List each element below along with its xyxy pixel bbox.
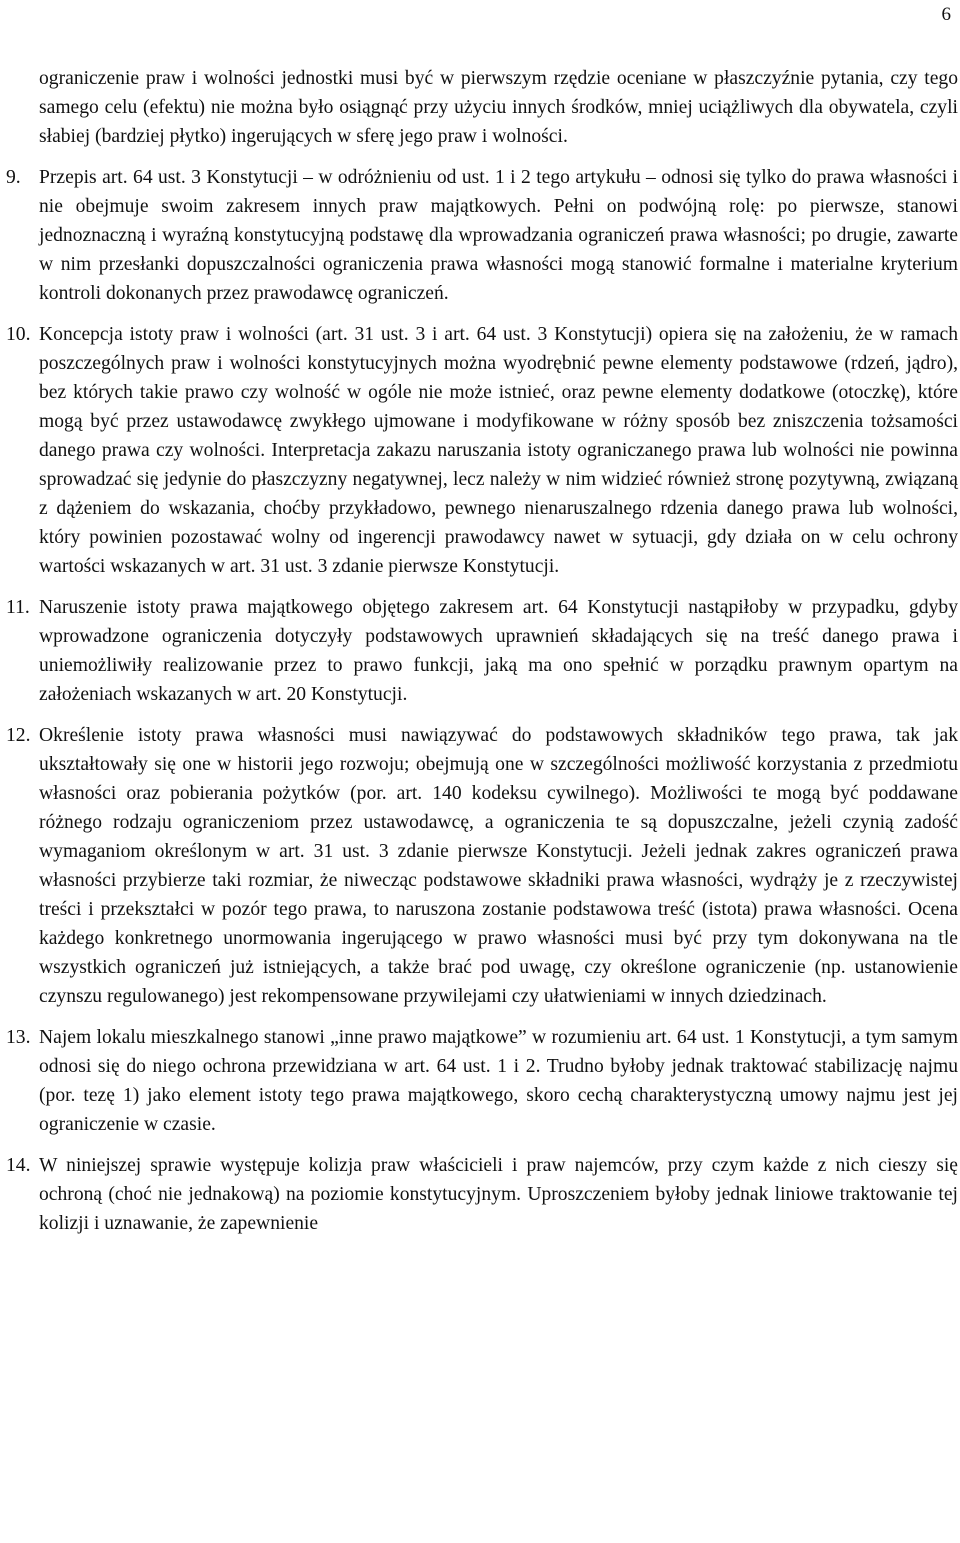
page-number: 6 [941, 4, 951, 25]
thesis-number: 13. [6, 1027, 31, 1048]
thesis-number: 10. [6, 324, 31, 345]
thesis-14 [6, 1151, 958, 1238]
paragraph-text: Najem lokalu mieszkalnego stanowi „inne prawo majątkowe” w rozumieniu art. 64 ust. 1 Konstytucji, a tym samym odnosi się do niego ochrona przewidziana w art. 64 ust. 1 i 2. Trudno byłoby jednak traktować stabilizację najmu (por. tezę 1) jako element istoty tego prawa majątkowego, skoro cechą charakterystyczną umowy najmu jest jej ograniczenie w czasie. [39, 1027, 958, 1135]
paragraph-text: Naruszenie istoty prawa majątkowego objętego zakresem art. 64 Konstytucji nastąpiłoby w przypadku, gdyby wprowadzone ograniczenia dotyczyły podstawowych uprawnień składających się na treść danego prawa i uniemożliwiły realizowanie przez to prawo funkcji, jaką ma ono spełnić w porządku prawnym opartym na założeniach wskazanych w art. 20 Konstytucji. [39, 597, 958, 705]
paragraph-continuation [6, 64, 958, 151]
thesis-10 [6, 320, 958, 581]
thesis-number: 11. [6, 597, 30, 618]
paragraph-text: Koncepcja istoty praw i wolności (art. 31 ust. 3 i art. 64 ust. 3 Konstytucji) opiera się na założeniu, że w ramach poszczególnych praw i wolności konstytucyjnych można wyodrębnić pewne elementy podstawowe (rdzeń, jądro), bez których takie prawo czy wolność w ogóle nie może istnieć, oraz pewne elementy dodatkowe (otoczkę), które mogą być przez ustawodawcę zwykłego ujmowane i modyfikowane w różny sposób bez zniszczenia tożsamości danego prawa czy wolności. Interpretacja zakazu naruszania istoty ograniczanego prawa lub wolności nie powinna sprowadzać się jedynie do płaszczyzny negatywnej, lecz należy w nim widzieć również stronę pozytywną, związaną z dążeniem do wskazania, choćby przykładowo, pewnego nienaruszalnego rdzenia danego prawa lub wolności, który powinien pozostawać wolny od ingerencji prawodawcy nawet w sytuacji, gdy działa on w celu ochrony wartości wskazanych w art. 31 ust. 3 zdanie pierwsze Konstytucji. [39, 324, 958, 577]
paragraph-text: Określenie istoty prawa własności musi nawiązywać do podstawowych składników tego prawa, tak jak ukształtowały się one w historii jego rozwoju; obejmują one w szczególności możliwość korzystania z przedmiotu własności oraz pobierania pożytków (por. art. 140 kodeksu cywilnego). Możliwości te mogą być poddawane różnego rodzaju ograniczeniom przez ustawodawcę, a ograniczenia te są dopuszczalne, jeżeli czynią zadość wymaganiom określonym w art. 31 ust. 3 zdanie pierwsze Konstytucji. Jeżeli jednak zakres ograniczeń prawa własności przybierze taki rozmiar, że niwecząc podstawowe składniki prawa własności, wydrąży je z rzeczywistej treści i przekształci w pozór tego prawa, to naruszona zostanie podstawowa treść (istota) prawa własności. Ocena każdego konkretnego unormowania ingerującego w prawo własności musi być przy tym dokonywana na tle wszystkich ograniczeń już istniejących, a także brać pod uwagę, czy określone ograniczenie (np. ustanowienie czynszu regulowanego) jest rekompensowane przywilejami czy ułatwieniami w innych dziedzinach. [39, 725, 958, 1007]
thesis-number: 14. [6, 1155, 31, 1176]
thesis-number: 12. [6, 725, 31, 746]
document-body [6, 64, 958, 1250]
paragraph-text: ograniczenie praw i wolności jednostki musi być w pierwszym rzędzie oceniane w płaszczyźnie pytania, czy tego samego celu (efektu) nie można było osiągnąć przy użyciu innych środków, mniej uciążliwych dla obywatela, czyli słabiej (bardziej płytko) ingerujących w sferę jego praw i wolności. [39, 68, 958, 147]
thesis-number: 9. [6, 167, 21, 188]
thesis-9 [6, 163, 958, 308]
thesis-12 [6, 721, 958, 1011]
paragraph-text: W niniejszej sprawie występuje kolizja praw właścicieli i praw najemców, przy czym każde z nich cieszy się ochroną (choć nie jednakową) na poziomie konstytucyjnym. Uproszczeniem byłoby jednak liniowe traktowanie tej kolizji i uznawanie, że zapewnienie [39, 1155, 958, 1234]
thesis-13 [6, 1023, 958, 1139]
paragraph-text: Przepis art. 64 ust. 3 Konstytucji – w odróżnieniu od ust. 1 i 2 tego artykułu – odnosi się tylko do prawa własności i nie obejmuje swoim zakresem innych praw majątkowych. Pełni on podwójną rolę: po pierwsze, stanowi jednoznaczną i wyraźną konstytucyjną podstawę dla wprowadzania ograniczeń prawa własności; po drugie, zawarte w nim przesłanki dopuszczalności ograniczenia prawa własności mogą stanowić formalne i materialne kryterium kontroli dokonanych przez prawodawcę ograniczeń. [39, 167, 958, 304]
thesis-11 [6, 593, 958, 709]
